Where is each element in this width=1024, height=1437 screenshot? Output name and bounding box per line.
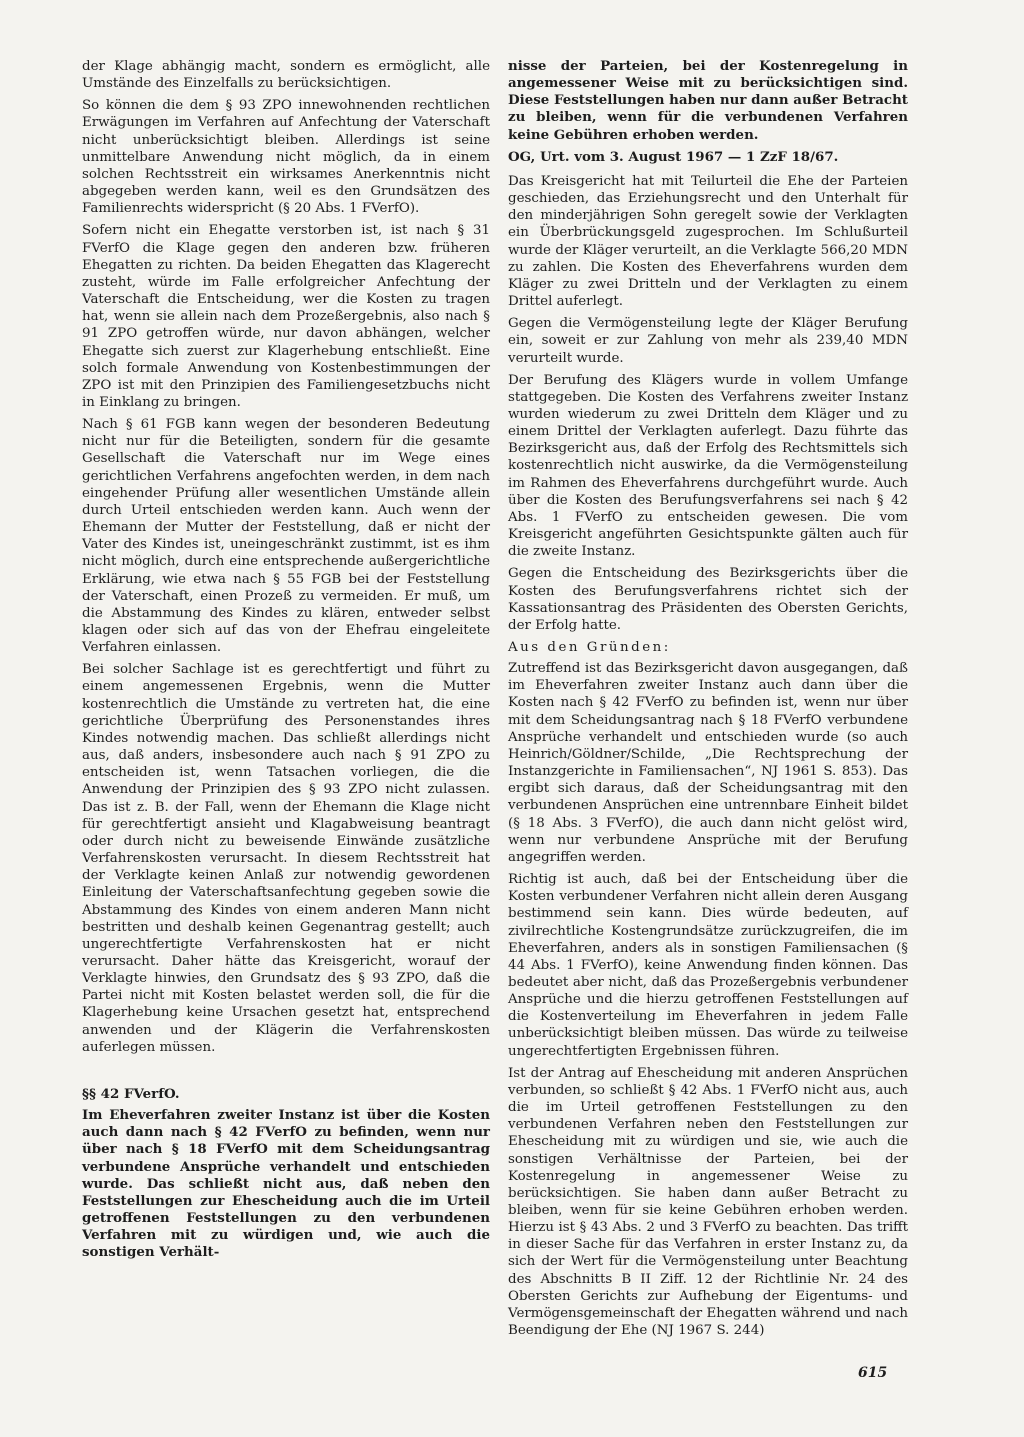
facts-paragraph: Das Kreisgericht hat mit Teilurteil die Ehe der Parteien geschieden, das Erziehungsrecht und den Unterhalt für den minderjährigen Sohn geregelt sowie der Verklagten ein Überbrückungsgeld zugesprochen. Im Schlußurteil wurde der Kläger verurteilt, an die Verklagte 566,20 MDN zu zahlen. Die Kosten des Eheverfahrens wurden dem Kläger zu zwei Dritteln und der Verklagten zu einem Drittel auferlegt. [508,173,908,310]
body-paragraph: Bei solcher Sachlage ist es gerechtfertigt und führt zu einem angemessenen Ergebnis, wenn die Mutter kostenrechtlich die Umstände zu vertreten hat, die eine gerichtliche Überprüfung des Personenstandes ihres Kindes notwendig machen. Das schließt allerdings nicht aus, daß anders, insbesondere auch nach § 91 ZPO zu entscheiden ist, wenn Tatsachen vorliegen, die die Anwendung der Prinzipien des § 93 ZPO nicht zulassen. Das ist z. B. der Fall, wenn der Ehemann die Klage nicht für gerechtfertigt ansieht und Klagabweisung beantragt oder durch nicht zu beweisende Einwände zusätzliche Verfahrenskosten verursacht. In diesem Rechtsstreit hat der Verklagte keinen Anlaß zur notwendig gewordenen Einleitung der Vaterschaftsanfechtung gegeben sowie die Abstammung des Kindes von einem anderen Mann nicht bestritten und deshalb keinen Gegenantrag gestellt; auch ungerechtfertigte Verfahrenskosten hat er nicht verursacht. Daher hätte das Kreisgericht, worauf der Verklagte hinwies, den Grundsatz des § 93 ZPO, daß die Partei nicht mit Kosten belastet werden soll, die für die Klagerhebung keine Ursachen gesetzt hat, entsprechend anwenden und der Klägerin die Verfahrenskosten auferlegen müssen. [82,662,490,1055]
facts-paragraph: Gegen die Vermögensteilung legte der Kläger Berufung ein, soweit er zur Zahlung von mehr als 239,40 MDN verurteilt wurde. [508,316,908,366]
facts-paragraph: Der Berufung des Klägers wurde in vollem Umfange stattgegeben. Die Kosten des Verfahrens zweiter Instanz wurden wiederum zu zwei Dritteln dem Kläger und zu einem Drittel der Verklagten auferlegt. Dazu führte das Bezirksgericht aus, daß der Erfolg des Rechtsmittels sich kostenrechtlich nicht auswirke, da die Vermögensteilung im Rahmen des Eheverfahrens durchgeführt wurde. Auch über die Kosten des Berufungsverfahrens sei nach § 42 Abs. 1 FVerfO zu entscheiden gewesen. Die vom Kreisgericht angeführten Gesichtspunkte gälten auch für die zweite Instanz. [508,372,908,560]
reasons-paragraph: Zutreffend ist das Bezirksgericht davon ausgegangen, daß im Eheverfahren zweiter Instanz auch dann über die Kosten nach § 42 FVerfO zu befinden ist, wenn nur über mit dem Scheidungsantrag nach § 18 FVerfO verbundene Ansprüche verhandelt und entschieden wurde (so auch Heinrich/Göldner/Schilde, „Die Rechtsprechung der Instanzgerichte in Familiensachen“, NJ 1961 S. 853). Das ergibt sich daraus, daß der Scheidungsantrag mit den verbundenen Ansprüchen eine untrennbare Einheit bildet (§ 18 Abs. 3 FVerfO), die auch dann nicht gelöst wird, wenn nur verbundene Ansprüche mit der Berufung angegriffen werden. [508,661,908,865]
court-citation: OG, Urt. vom 3. August 1967 — 1 ZzF 18/67. [508,148,839,165]
facts-paragraph: Gegen die Entscheidung des Bezirksgerichts über die Kosten des Berufungsverfahrens richtet sich der Kassationsantrag des Präsidenten des Obersten Gerichts, der Erfolg hatte. [508,566,908,633]
headnote-continued: nisse der Parteien, bei der Kostenregelung in angemessener Weise mit zu berücksichtigen sind. Diese Feststellungen haben nur dann außer Betracht zu bleiben, wenn für die verbundenen Verfahren keine Gebühren erhoben werden. [508,58,908,143]
reasons-paragraph: Richtig ist auch, daß bei der Entscheidung über die Kosten verbundener Verfahren nicht allein deren Ausgang bestimmend sein kann. Dies würde bedeuten, auf zivilrechtliche Kostengrundsätze zurückzugreifen, die im Eheverfahren, anders als in sonstigen Familiensachen (§ 44 Abs. 1 FVerfO), keine Anwendung finden können. Das bedeutet aber nicht, daß das Prozeßergebnis verbundener Ansprüche und die hierzu getroffenen Feststellungen auf die Kostenverteilung im Eheverfahren in jedem Falle unberücksichtigt bleiben müssen. Das würde zu teilweise ungerechtfertigten Ergebnissen führen. [508,872,908,1059]
reasons-heading: Aus den Gründen: [508,640,671,655]
left-column [82,58,490,1266]
headnote: Im Eheverfahren zweiter Instanz ist über die Kosten auch dann nach § 42 FVerfO zu befinden, wenn nur über nach § 18 FVerfO mit dem Scheidungsantrag verbundene Ansprüche verhandelt und entschieden wurde. Das schließt nicht aus, daß neben den Feststellungen zur Ehescheidung auch die im Urteil getroffenen Feststellungen zu den verbundenen Verfahren mit zu würdigen und, wie auch die sonstigen Verhält- [82,1107,490,1261]
page-number: 615 [858,1365,888,1381]
right-column [508,58,908,1344]
reasons-paragraph: Ist der Antrag auf Ehescheidung mit anderen Ansprüchen verbunden, so schließt § 42 Abs. 1 FVerfO nicht aus, auch die im Urteil getroffenen Feststellungen zu den verbundenen Verfahren neben den Feststellungen zur Ehescheidung mit zu würdigen und sie, wie auch die sonstigen Verhältnisse der Parteien, bei der Kostenregelung in angemessener Weise zu berücksichtigen. Sie haben dann außer Betracht zu bleiben, wenn für sie keine Gebühren erhoben werden. Hierzu ist § 43 Abs. 2 und 3 FVerfO zu beachten. Das trifft in dieser Sache für das Verfahren in erster Instanz zu, da sich der Wert für die Vermögensteilung unter Beachtung des Abschnitts B II Ziff. 12 der Richtlinie Nr. 24 des Obersten Gerichts zur Aufhebung der Eigentums- und Vermögensgemeinschaft der Ehegatten während und nach Beendigung der Ehe (NJ 1967 S. 244) [508,1065,908,1339]
body-paragraph: der Klage abhängig macht, sondern es ermöglicht, alle Umstände des Einzelfalls zu berücksichtigen. [82,59,490,92]
body-paragraph: Sofern nicht ein Ehegatte verstorben ist, ist nach § 31 FVerfO die Klage gegen den anderen bzw. früheren Ehegatten zu richten. Da beiden Ehegatten das Klagerecht zusteht, würde im Falle erfolgreicher Anfechtung der Vaterschaft die Entscheidung, wer die Kosten zu tragen hat, wenn sie allein nach dem Prozeßergebnis, also nach § 91 ZPO getroffen würde, nur davon abhängen, welcher Ehegatte sich zuerst zur Klagerhebung entschließt. Eine solch formale Anwendung von Kostenbestimmungen der ZPO ist mit den Prinzipien des Familiengesetzbuchs nicht in Einklang zu bringen. [82,223,490,410]
body-paragraph: So können die dem § 93 ZPO innewohnenden rechtlichen Erwägungen im Verfahren auf Anfechtung der Vaterschaft nicht unberücksichtigt bleiben. Allerdings ist seine unmittelbare Anwendung nicht möglich, da in einem solchen Rechtsstreit ein wirksames Anerkenntnis nicht abgegeben werden kann, weil es den Grundsätzen des Familienrechts widerspricht (§ 20 Abs. 1 FVerfO). [82,98,490,217]
section-title: §§ 42 FVerfO. [82,1085,180,1102]
body-paragraph: Nach § 61 FGB kann wegen der besonderen Bedeutung nicht nur für die Beteiligten, sondern für die gesamte Gesellschaft die Vaterschaft nur im Wege eines gerichtlichen Verfahrens angefochten werden, in dem nach eingehender Prüfung aller wesentlichen Umstände allein durch Urteil entschieden werden kann. Auch wenn der Ehemann der Mutter der Feststellung, daß er nicht der Vater des Kindes ist, uneingeschränkt zustimmt, ist es ihm nicht möglich, durch eine entsprechende außergerichtliche Erklärung, wie etwa nach § 55 FGB bei der Feststellung der Vaterschaft, einen Prozeß zu vermeiden. Er muß, um die Abstammung des Kindes zu klären, entweder selbst klagen oder sich auf das von der Ehefrau eingeleitete Verfahren einlassen. [82,417,490,656]
